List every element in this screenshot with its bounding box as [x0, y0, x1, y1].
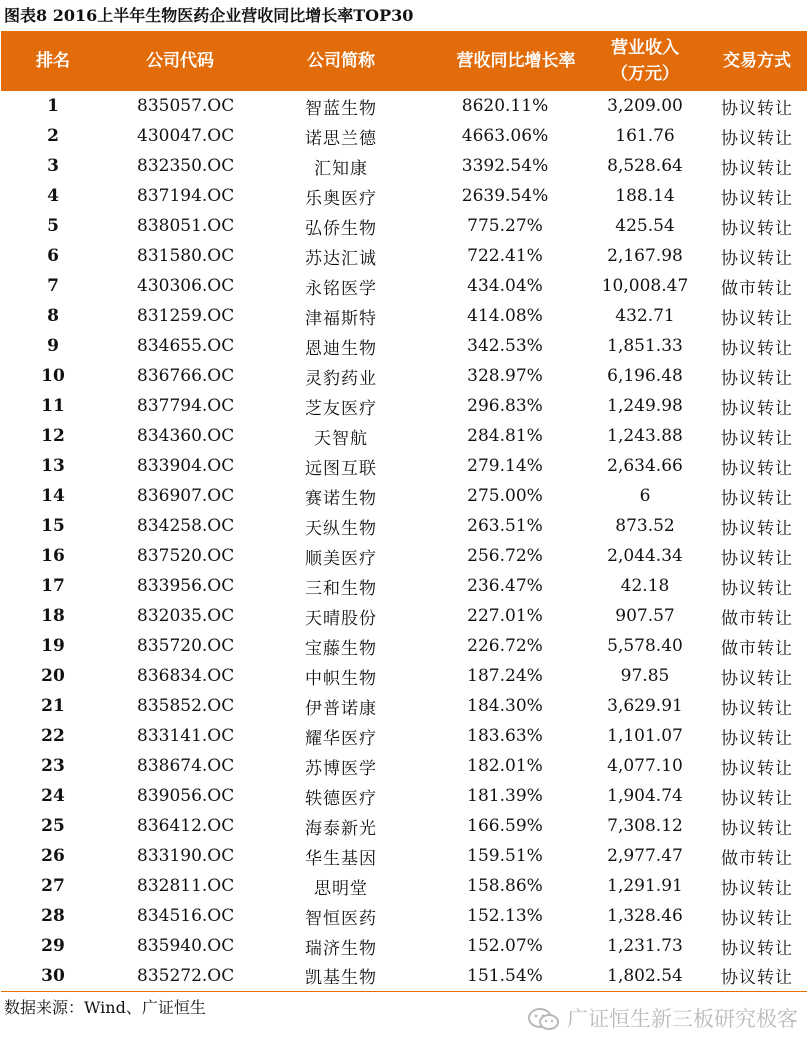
revenue-cell: 2,977.47 [607, 846, 683, 866]
name-cell: 赛诺生物 [305, 488, 377, 509]
method-cell: 协议转让 [721, 758, 793, 779]
table-row [1, 271, 807, 301]
growth-cell: 236.47% [467, 576, 543, 596]
revenue-cell: 42.18 [620, 576, 670, 596]
table-row [1, 481, 807, 511]
table-row [1, 181, 807, 211]
rank-cell: 9 [47, 336, 59, 356]
name-cell: 汇知康 [314, 158, 368, 179]
growth-cell: 4663.06% [461, 126, 549, 146]
method-cell: 做市转让 [721, 278, 793, 299]
code-cell: 831259.OC [137, 306, 235, 326]
name-cell: 顺美医疗 [305, 548, 377, 569]
code-cell: 838051.OC [137, 216, 235, 236]
method-cell: 协议转让 [721, 818, 793, 839]
header-revenue-line1: 营业收入 [611, 38, 679, 58]
rank-cell: 25 [41, 816, 65, 836]
table-header-row [1, 31, 807, 91]
table-row [1, 241, 807, 271]
header-rank: 排名 [36, 51, 70, 71]
revenue-cell: 4,077.10 [607, 756, 683, 776]
name-cell: 智蓝生物 [305, 98, 377, 119]
revenue-cell: 1,291.91 [607, 876, 683, 896]
header-growth: 营收同比增长率 [456, 51, 576, 71]
code-cell: 832035.OC [137, 606, 235, 626]
revenue-cell: 2,044.34 [607, 546, 683, 566]
table-row [1, 361, 807, 391]
growth-cell: 158.86% [467, 876, 543, 896]
growth-cell: 226.72% [467, 636, 543, 656]
rank-cell: 18 [41, 606, 65, 626]
rank-cell: 13 [41, 456, 65, 476]
rank-cell: 3 [47, 156, 59, 176]
code-cell: 832350.OC [137, 156, 235, 176]
revenue-cell: 1,802.54 [583, 961, 707, 991]
revenue-cell: 3,629.91 [607, 696, 683, 716]
code-cell: 837520.OC [137, 546, 235, 566]
table-row [1, 691, 807, 721]
rank-cell: 1 [47, 96, 59, 116]
table-row [1, 661, 807, 691]
growth-cell: 2639.54% [461, 186, 549, 206]
method-cell: 协议转让 [721, 338, 793, 359]
revenue-cell: 6 [639, 486, 651, 506]
growth-cell: 187.24% [467, 666, 543, 686]
growth-cell: 434.04% [467, 276, 543, 296]
revenue-cell: 1,101.07 [607, 726, 683, 746]
method-cell: 协议转让 [707, 961, 807, 991]
table-row [1, 601, 807, 631]
name-cell: 永铭医学 [305, 278, 377, 299]
revenue-cell: 10,008.47 [601, 276, 689, 296]
code-cell: 430047.OC [137, 126, 235, 146]
code-cell: 833956.OC [137, 576, 235, 596]
name-cell: 智恒医药 [305, 908, 377, 929]
method-cell: 协议转让 [721, 788, 793, 809]
method-cell: 协议转让 [721, 698, 793, 719]
code-cell: 834516.OC [137, 906, 235, 926]
header-code: 公司代码 [146, 51, 214, 71]
rank-cell: 20 [41, 666, 65, 686]
code-cell: 833190.OC [137, 846, 235, 866]
header-method: 交易方式 [723, 51, 791, 71]
code-cell: 430306.OC [137, 276, 235, 296]
rank-cell: 15 [41, 516, 65, 536]
name-cell: 弘侨生物 [305, 218, 377, 239]
table-row [1, 631, 807, 661]
growth-cell: 328.97% [467, 366, 543, 386]
wechat-icon [527, 1007, 561, 1031]
growth-cell: 227.01% [467, 606, 543, 626]
revenue-cell: 2,167.98 [607, 246, 683, 266]
method-cell: 协议转让 [721, 308, 793, 329]
growth-cell: 414.08% [467, 306, 543, 326]
method-cell: 协议转让 [721, 398, 793, 419]
figure-title: 图表8 2016上半年生物医药企业营收同比增长率TOP30 [4, 6, 414, 25]
table-row [1, 391, 807, 421]
rank-cell: 5 [47, 216, 59, 236]
growth-cell: 3392.54% [461, 156, 549, 176]
revenue-cell: 907.57 [615, 606, 675, 626]
table-row [1, 211, 807, 241]
table-row [1, 451, 807, 481]
rank-cell: 28 [41, 906, 65, 926]
method-cell: 做市转让 [721, 638, 793, 659]
name-cell: 远图互联 [305, 458, 377, 479]
method-cell: 协议转让 [721, 908, 793, 929]
watermark-text: 广证恒生新三板研究极客 [567, 1007, 798, 1031]
revenue-cell: 1,249.98 [607, 396, 683, 416]
growth-cell: 152.07% [467, 936, 543, 956]
growth-cell: 722.41% [467, 246, 543, 266]
growth-cell: 263.51% [467, 516, 543, 536]
method-cell: 协议转让 [721, 218, 793, 239]
growth-cell: 275.00% [467, 486, 543, 506]
header-name: 公司简称 [307, 51, 375, 71]
ranking-table [1, 31, 807, 992]
table-row [1, 331, 807, 361]
method-cell: 协议转让 [721, 128, 793, 149]
name-cell: 华生基因 [305, 848, 377, 869]
table-row [1, 901, 807, 931]
code-cell: 833904.OC [137, 456, 235, 476]
header-revenue-line2: （万元） [611, 64, 679, 84]
growth-cell: 256.72% [467, 546, 543, 566]
revenue-cell: 425.54 [615, 216, 675, 236]
growth-cell: 8620.11% [461, 96, 549, 116]
method-cell: 协议转让 [721, 248, 793, 269]
rank-cell: 17 [41, 576, 65, 596]
table-row [1, 421, 807, 451]
rank-cell: 19 [41, 636, 65, 656]
table-body [1, 91, 807, 991]
table-row [1, 841, 807, 871]
name-cell: 宝藤生物 [305, 638, 377, 659]
method-cell: 协议转让 [721, 938, 793, 959]
rank-cell: 4 [47, 186, 59, 206]
method-cell: 协议转让 [721, 548, 793, 569]
revenue-cell: 1,231.73 [607, 936, 683, 956]
method-cell: 协议转让 [721, 488, 793, 509]
method-cell: 协议转让 [721, 518, 793, 539]
revenue-cell: 1,851.33 [607, 336, 683, 356]
revenue-cell: 1,243.88 [607, 426, 683, 446]
revenue-cell: 432.71 [615, 306, 675, 326]
rank-cell: 12 [41, 426, 65, 446]
code-cell: 838674.OC [137, 756, 235, 776]
revenue-cell: 161.76 [615, 126, 675, 146]
growth-cell: 181.39% [467, 786, 543, 806]
method-cell: 协议转让 [721, 158, 793, 179]
method-cell: 协议转让 [721, 878, 793, 899]
table-row [1, 511, 807, 541]
rank-cell: 2 [47, 126, 59, 146]
rank-cell: 27 [41, 876, 65, 896]
method-cell: 协议转让 [721, 428, 793, 449]
growth-cell: 279.14% [467, 456, 543, 476]
growth-cell: 775.27% [467, 216, 543, 236]
rank-cell: 7 [47, 276, 59, 296]
code-cell: 835720.OC [137, 636, 235, 656]
name-cell: 灵豹药业 [305, 368, 377, 389]
code-cell: 839056.OC [137, 786, 235, 806]
table-row [1, 121, 807, 151]
name-cell: 中帜生物 [305, 668, 377, 689]
table-row [1, 931, 807, 961]
name-cell: 凯基生物 [255, 961, 427, 991]
name-cell: 思明堂 [314, 878, 368, 899]
name-cell: 三和生物 [305, 578, 377, 599]
code-cell: 834258.OC [137, 516, 235, 536]
rank-cell: 24 [41, 786, 65, 806]
revenue-cell: 97.85 [620, 666, 670, 686]
name-cell: 津福斯特 [305, 308, 377, 329]
revenue-cell: 6,196.48 [607, 366, 683, 386]
revenue-cell: 188.14 [615, 186, 675, 206]
method-cell: 协议转让 [721, 368, 793, 389]
name-cell: 天晴股份 [305, 608, 377, 629]
code-cell: 836834.OC [137, 666, 235, 686]
rank-cell: 11 [41, 396, 65, 416]
code-cell: 833141.OC [137, 726, 235, 746]
name-cell: 瑞济生物 [305, 938, 377, 959]
growth-cell: 284.81% [467, 426, 543, 446]
code-cell: 835852.OC [137, 696, 235, 716]
rank-cell: 10 [41, 366, 65, 386]
method-cell: 协议转让 [721, 668, 793, 689]
code-cell: 835057.OC [137, 96, 235, 116]
growth-cell: 166.59% [467, 816, 543, 836]
code-cell: 834655.OC [137, 336, 235, 356]
revenue-cell: 873.52 [615, 516, 675, 536]
code-cell: 836766.OC [137, 366, 235, 386]
growth-cell: 296.83% [467, 396, 543, 416]
code-cell: 837794.OC [137, 396, 235, 416]
method-cell: 协议转让 [721, 728, 793, 749]
rank-cell: 6 [47, 246, 59, 266]
table-row [1, 871, 807, 901]
growth-cell: 184.30% [467, 696, 543, 716]
growth-cell: 342.53% [467, 336, 543, 356]
revenue-cell: 5,578.40 [607, 636, 683, 656]
table-row [1, 91, 807, 121]
growth-cell: 152.13% [467, 906, 543, 926]
table-row [1, 541, 807, 571]
name-cell: 天纵生物 [305, 518, 377, 539]
method-cell: 协议转让 [721, 578, 793, 599]
name-cell: 伊普诺康 [305, 698, 377, 719]
table-row [1, 721, 807, 751]
name-cell: 海泰新光 [305, 818, 377, 839]
revenue-cell: 1,328.46 [607, 906, 683, 926]
table-row [1, 961, 807, 991]
rank-cell: 23 [41, 756, 65, 776]
rank-cell: 22 [41, 726, 65, 746]
rank-cell: 14 [41, 486, 65, 506]
name-cell: 诺思兰德 [305, 128, 377, 149]
code-cell: 836412.OC [137, 816, 235, 836]
growth-cell: 159.51% [467, 846, 543, 866]
code-cell: 835272.OC [105, 961, 255, 991]
rank-cell: 29 [41, 936, 65, 956]
method-cell: 做市转让 [721, 848, 793, 869]
method-cell: 协议转让 [721, 188, 793, 209]
revenue-cell: 3,209.00 [607, 96, 683, 116]
watermark [527, 1005, 798, 1033]
code-cell: 837194.OC [137, 186, 235, 206]
method-cell: 做市转让 [721, 608, 793, 629]
rank-cell: 16 [41, 546, 65, 566]
code-cell: 835940.OC [137, 936, 235, 956]
table-row [1, 811, 807, 841]
name-cell: 耀华医疗 [305, 728, 377, 749]
rank-cell: 8 [47, 306, 59, 326]
table-row [1, 301, 807, 331]
code-cell: 831580.OC [137, 246, 235, 266]
name-cell: 恩迪生物 [305, 338, 377, 359]
table-row [1, 781, 807, 811]
method-cell: 协议转让 [721, 458, 793, 479]
revenue-cell: 2,634.66 [607, 456, 683, 476]
revenue-cell: 8,528.64 [607, 156, 683, 176]
rank-cell: 21 [41, 696, 65, 716]
rank-cell: 30 [1, 961, 105, 991]
revenue-cell: 7,308.12 [607, 816, 683, 836]
header-revenue [583, 31, 707, 91]
name-cell: 天智航 [314, 428, 368, 449]
method-cell: 协议转让 [721, 98, 793, 119]
name-cell: 轶德医疗 [305, 788, 377, 809]
name-cell: 苏博医学 [305, 758, 377, 779]
revenue-cell: 1,904.74 [607, 786, 683, 806]
growth-cell: 151.54% [427, 961, 583, 991]
code-cell: 834360.OC [137, 426, 235, 446]
source-note: 数据来源：Wind、广证恒生 [4, 998, 206, 1017]
rank-cell: 26 [41, 846, 65, 866]
growth-cell: 183.63% [467, 726, 543, 746]
name-cell: 乐奥医疗 [305, 188, 377, 209]
table-row [1, 571, 807, 601]
name-cell: 苏达汇诚 [305, 248, 377, 269]
name-cell: 芝友医疗 [305, 398, 377, 419]
growth-cell: 182.01% [467, 756, 543, 776]
table-row [1, 151, 807, 181]
code-cell: 836907.OC [137, 486, 235, 506]
code-cell: 832811.OC [137, 876, 235, 896]
table-row [1, 751, 807, 781]
